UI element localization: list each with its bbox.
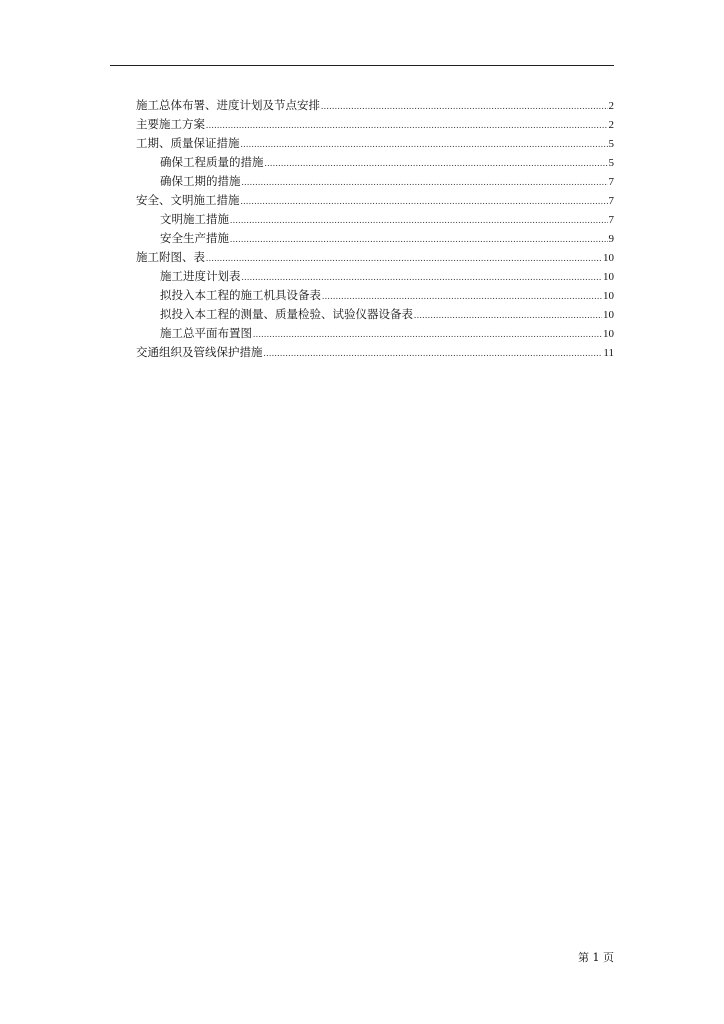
toc-entry-title: 工期、质量保证措施 (136, 136, 240, 150)
toc-entry-page: 10 (603, 309, 614, 321)
toc-entry[interactable] (136, 248, 614, 267)
toc-entry-title: 拟投入本工程的测量、质量检验、试验仪器设备表 (160, 307, 413, 321)
toc-subentry[interactable] (136, 267, 614, 286)
toc-subentry[interactable] (136, 210, 614, 229)
toc-entry-page: 7 (608, 195, 614, 207)
toc-entry-page: 10 (603, 328, 614, 340)
toc-dot-leader (242, 268, 603, 287)
toc-entry-page: 2 (608, 119, 614, 131)
toc-entry-page: 10 (603, 271, 614, 283)
toc-dot-leader (265, 154, 608, 173)
toc-entry-title: 安全、文明施工措施 (136, 193, 240, 207)
toc-entry[interactable] (136, 96, 614, 115)
toc-entry-page: 11 (603, 347, 614, 359)
toc-entry-title: 施工附图、表 (136, 250, 205, 264)
toc-entry[interactable] (136, 134, 614, 153)
toc-entry-title: 拟投入本工程的施工机具设备表 (160, 288, 321, 302)
toc-entry-title: 施工总体布署、进度计划及节点安排 (136, 98, 320, 112)
toc-entry-title: 主要施工方案 (136, 117, 205, 131)
toc-subentry[interactable] (136, 324, 614, 343)
toc-entry-page: 10 (603, 252, 614, 264)
toc-dot-leader (414, 306, 602, 325)
toc-entry-page: 2 (608, 100, 614, 112)
toc-dot-leader (206, 249, 602, 268)
toc-entry[interactable] (136, 191, 614, 210)
toc-subentry[interactable] (136, 229, 614, 248)
toc-entry-page: 5 (608, 157, 614, 169)
toc-dot-leader (241, 192, 608, 211)
toc-entry-title: 施工总平面布置图 (160, 326, 252, 340)
toc-entry-page: 7 (608, 176, 614, 188)
toc-entry-page: 9 (608, 233, 614, 245)
toc-dot-leader (321, 97, 608, 116)
toc-entry-title: 交通组织及管线保护措施 (136, 345, 263, 359)
table-of-contents (136, 96, 614, 362)
toc-dot-leader (241, 135, 608, 154)
toc-subentry[interactable] (136, 286, 614, 305)
toc-entry-title: 安全生产措施 (160, 231, 229, 245)
toc-dot-leader (322, 287, 602, 306)
toc-entry-page: 10 (603, 290, 614, 302)
toc-entry-title: 确保工程质量的措施 (160, 155, 264, 169)
toc-entry[interactable] (136, 343, 614, 362)
toc-dot-leader (242, 173, 608, 192)
toc-subentry[interactable] (136, 153, 614, 172)
toc-dot-leader (264, 344, 603, 363)
toc-dot-leader (206, 116, 608, 135)
toc-entry-title: 施工进度计划表 (160, 269, 241, 283)
toc-entry-title: 确保工期的措施 (160, 174, 241, 188)
toc-dot-leader (230, 211, 608, 230)
toc-entry[interactable] (136, 115, 614, 134)
page-number: 第 1 页 (578, 951, 614, 964)
toc-entry-page: 5 (608, 138, 614, 150)
toc-dot-leader (230, 230, 608, 249)
toc-dot-leader (253, 325, 602, 344)
toc-entry-title: 文明施工措施 (160, 212, 229, 226)
header-rule (110, 65, 614, 66)
toc-entry-page: 7 (608, 214, 614, 226)
toc-subentry[interactable] (136, 305, 614, 324)
toc-subentry[interactable] (136, 172, 614, 191)
